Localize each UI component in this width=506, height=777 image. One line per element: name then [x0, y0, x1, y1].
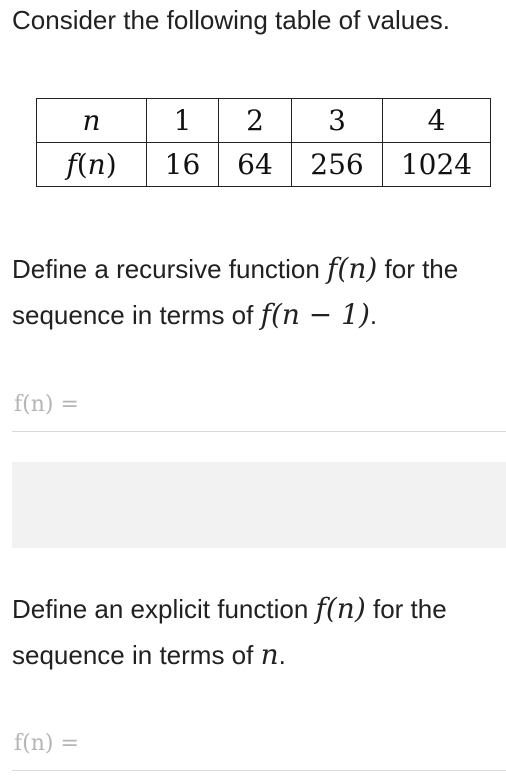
answer-input-recursive[interactable]	[12, 431, 506, 432]
table-header-fn-name: f	[66, 148, 77, 181]
question-recursive-math-fn: f(n)	[327, 252, 378, 285]
question-explicit-text-1: Define an explicit function	[12, 594, 316, 624]
table-cell-fn-2: 64	[219, 143, 292, 187]
question-explicit-text-2: for the sequence in terms of	[12, 594, 447, 670]
answer-label-explicit: f(n) =	[14, 731, 79, 756]
question-recursive-text-1: Define a recursive function	[12, 254, 328, 284]
answer-feedback-box	[12, 462, 506, 548]
table-cell-fn-4: 1024	[383, 143, 491, 187]
question-recursive-text-3: .	[369, 300, 378, 330]
table-cell-n-3: 3	[292, 99, 383, 143]
table-header-fn	[37, 143, 147, 187]
table-header-fn-paren-open: (	[76, 148, 88, 181]
values-table	[36, 98, 491, 187]
table-row-n	[37, 99, 491, 143]
table-cell-n-1: 1	[147, 99, 219, 143]
table-header-fn-arg: n	[87, 148, 106, 181]
question-recursive-math-term: f(n − 1)	[260, 298, 370, 331]
table-row-fn	[37, 143, 491, 187]
table-cell-fn-1: 16	[147, 143, 219, 187]
question-recursive	[12, 246, 502, 338]
question-explicit-math-fn: f(n)	[315, 592, 366, 625]
question-explicit-text-3: .	[278, 640, 286, 670]
intro-text: Consider the following table of values.	[12, 5, 450, 35]
table-cell-fn-3: 256	[292, 143, 383, 187]
table-cell-n-2: 2	[219, 99, 292, 143]
question-explicit	[12, 586, 502, 678]
table-cell-n-4: 4	[383, 99, 491, 143]
answer-label-recursive: f(n) =	[14, 392, 79, 417]
table-header-fn-paren-close: )	[105, 148, 117, 181]
table-header-n: n	[37, 99, 147, 143]
question-explicit-math-term: n	[260, 638, 279, 671]
answer-input-explicit[interactable]	[12, 770, 506, 771]
question-recursive-text-2: for the sequence in terms of	[12, 254, 459, 330]
